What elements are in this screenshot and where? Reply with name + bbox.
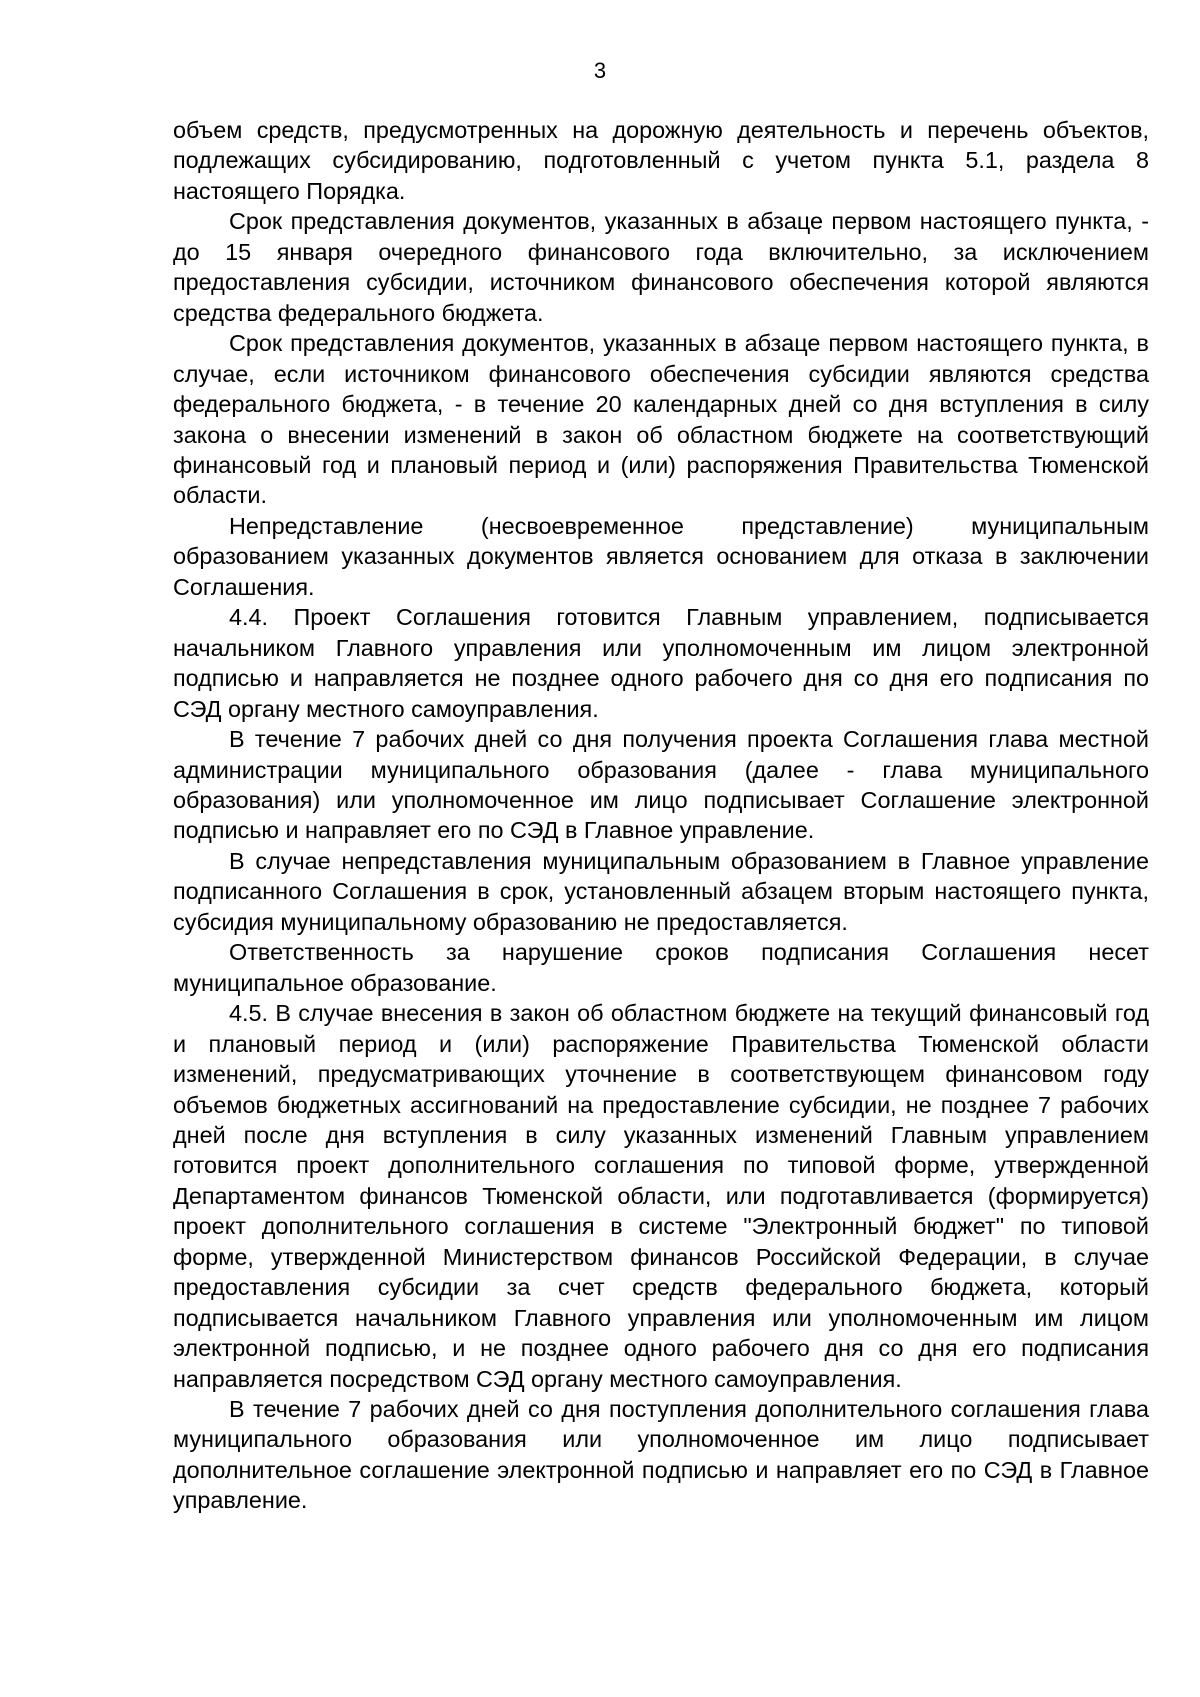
paragraph-2: Срок представления документов, указанных в абзаце первом настоящего пункта, в случае, если источником финансового обеспечения субсидии являются средства федерального бюджета, - в течение 20 календарных дней со дня вступления в силу закона о внесении изменений в закон об областном бюджете на соответствующий финансовый год и плановый период и (или) распоряжения Правительства Тюменской области. — [173, 330, 1149, 509]
paragraph-4-5: 4.5. В случае внесения в закон об областном бюджете на текущий финансовый год и плановый период и (или) распоряжение Правительства Тюменской области изменений, предусматривающих уточнение в соответствующем финансовом году объемов бюджетных ассигнований на предоставление субсидии, не позднее 7 рабочих дней после дня вступления в силу указанных изменений Главным управлением готовится проект дополнительного соглашения по типовой форме, утвержденной Департаментом финансов Тюменской области, или подготавливается (формируется) проект дополнительного соглашения в системе "Электронный бюджет" по типовой форме, утвержденной Министерством финансов Российской Федерации, в случае предоставления субсидии за счет средств федерального бюджета, который подписывается начальником Главного управления или уполномоченным им лицом электронной подписью, и не позднее одного рабочего дня со дня его подписания направляется посредством СЭД органу местного самоуправления. — [173, 1000, 1149, 1392]
paragraph-1: Срок представления документов, указанных в абзаце первом настоящего пункта, - до 15 января очередного финансового года включительно, за исключением предоставления субсидии, источником финансового обеспечения которой являются средства федерального бюджета. — [173, 208, 1149, 326]
paragraph-9: В течение 7 рабочих дней со дня поступления дополнительного соглашения глава муниципального образования или уполномоченное им лицо подписывает дополнительное соглашение электронной подписью и направляет его по СЭД в Главное управление. — [173, 1396, 1149, 1514]
paragraph-0: объем средств, предусмотренных на дорожную деятельность и перечень объектов, подлежащих субсидированию, подготовленный с учетом пункта 5.1, раздела 8 настоящего Порядка. — [173, 117, 1149, 204]
paragraph-4-4: 4.4. Проект Соглашения готовится Главным управлением, подписывается начальником Главного управления или уполномоченным им лицом электронной подписью и направляется не позднее одного рабочего дня со дня его подписания по СЭД органу местного самоуправления. — [173, 604, 1149, 722]
paragraph-5: В течение 7 рабочих дней со дня получения проекта Соглашения глава местной администрации муниципального образования (далее - глава муниципального образования) или уполномоченное им лицо подписывает Соглашение электронной подписью и направляет его по СЭД в Главное управление. — [173, 726, 1149, 844]
paragraph-7: Ответственность за нарушение сроков подписания Соглашения несет муниципальное образование. — [173, 939, 1149, 996]
paragraph-3: Непредставление (несвоевременное представление) муниципальным образованием указанных документов является основанием для отказа в заключении Соглашения. — [173, 512, 1149, 600]
page-number: 3 — [593, 58, 607, 83]
document-body — [173, 115, 1149, 1516]
paragraph-6: В случае непредставления муниципальным образованием в Главное управление подписанного Соглашения в срок, установленный абзацем вторым настоящего пункта, субсидия муниципальному образованию не предоставляется. — [173, 847, 1149, 935]
